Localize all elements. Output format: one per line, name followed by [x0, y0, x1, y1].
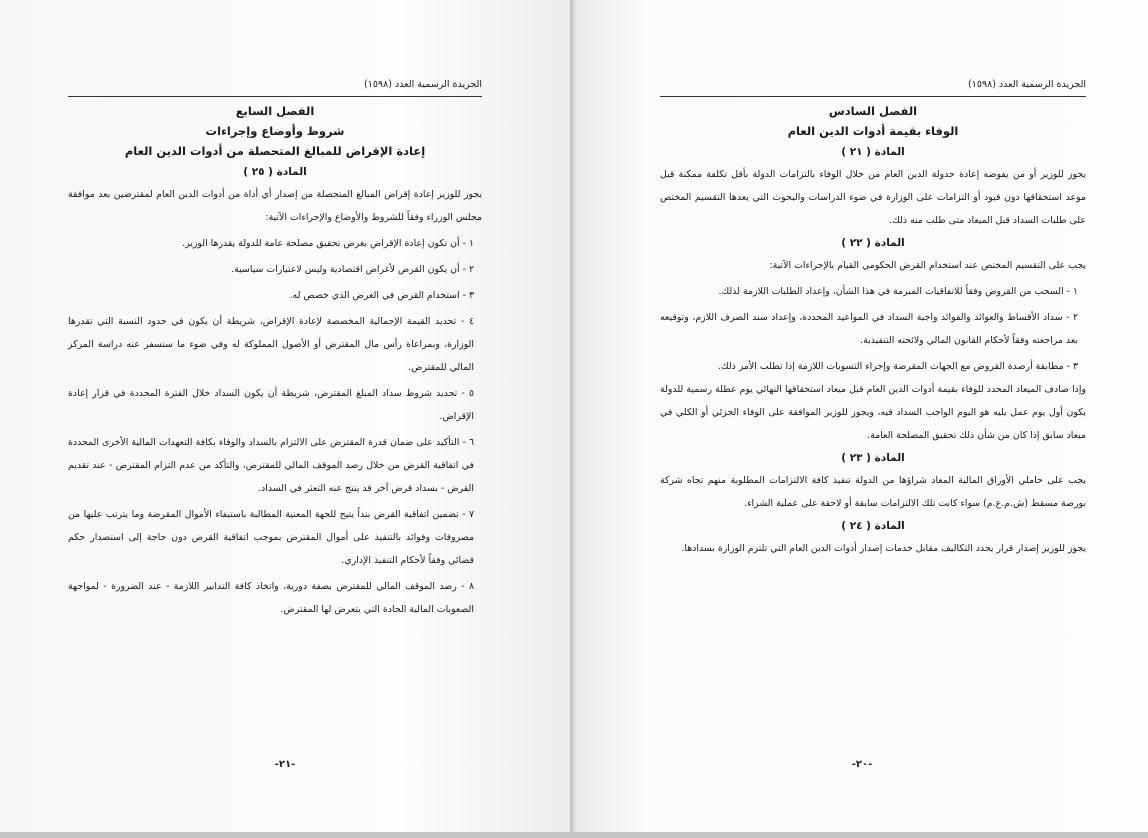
right-page-content	[660, 78, 1086, 560]
right-page	[576, 0, 1148, 832]
left-page-content	[68, 78, 482, 621]
article-24-heading: المادة ( ٢٤ )	[841, 520, 905, 532]
article-22-item-3: ٣ - مطابقة أرصدة القروض مع الجهات المقرضة وإجراء التسويات اللازمة إذا تطلب الأمر ذلك.	[717, 361, 1078, 372]
article-23-text: يجب على حاملي الأوراق المالية المعاد شراؤها من الدولة تنفيذ كافة الالتزامات المطلوبة منهم تجاه شركة بورصة مسقط (ش.م.ع.م) سواء كانت تلك الالتزامات سابقة أو لاحقة على عملية الشراء.	[660, 475, 1086, 509]
bottom-shadow	[0, 832, 1148, 838]
article-22-item-2: ٢ - سداد الأقساط والعوائد والفوائد واجبة السداد في المواعيد المحددة، وإعداد سند الصرف اللازم، وتوقيعه بعد مراجعته وفقاً لأحكام القانون المالي ولائحته التنفيذية.	[660, 312, 1078, 346]
article-25-heading: المادة ( ٢٥ )	[243, 166, 307, 178]
left-page	[0, 0, 570, 832]
article-22-item-1: ١ - السحب من القروض وفقاً للاتفاقيات المبرمة في هذا الشأن، وإعداد الطلبات اللازمة لذلك.	[718, 286, 1078, 297]
article-25-item-5: ٥ - تحديد شروط سداد المبلغ المقترض، شريطة أن يكون السداد خلال الفترة المحددة في قرار إعادة الإقراض.	[68, 388, 474, 422]
article-25-item-4: ٤ - تحديد القيمة الإجمالية المخصصة لإعادة الإقراض، شريطة أن يكون في حدود النسبة التي تقدرها الوزارة، وبمراعاة رأس مال المقترض أو الأصول المملوكة له وفي ضوء ما ستسفر عنه دراسة المركز المالي للمقترض.	[68, 316, 474, 373]
right-page-number: -٢٠-	[851, 759, 873, 770]
article-22-intro: يجب على التقسيم المختص عند استخدام القرض الحكومي القيام بالإجراءات الآتية:	[769, 260, 1086, 271]
chapter-seven-subtitle: شروط وأوضاع وإجراءات	[205, 124, 345, 138]
chapter-seven-title: الفصل السابع	[235, 104, 315, 118]
chapter-six-title: الفصل السادس	[828, 104, 918, 118]
left-page-header: الجريدة الرسمية العدد (١٥٩٨)	[68, 78, 482, 97]
article-25-item-1: ١ - أن تكون إعادة الإقراض بغرض تحقيق مصلحة عامة للدولة يقدرها الوزير.	[182, 238, 474, 249]
article-21-text: يجوز للوزير أو من يفوضه إعادة جدولة الدين العام من خلال الوفاء بالتزامات الدولة بأقل تكلفة ممكنة قبل موعد استحقاقها دون قيود أو التزامات على الوزارة في ضوء الدراسات والبحوث التي يعدها التقسيم المختص على طلبات السداد قبل الميعاد متى طلب منه ذلك.	[660, 169, 1086, 226]
article-21-heading: المادة ( ٢١ )	[841, 146, 905, 158]
chapter-six-subtitle: الوفاء بقيمة أدوات الدين العام	[787, 124, 959, 138]
article-25-item-8: ٨ - رصد الموقف المالي للمقترض بصفة دورية، واتخاذ كافة التدابير اللازمة - عند الضرورة - لمواجهة الصعوبات المالية الحادة التي يتعرض لها المقترض.	[68, 581, 474, 615]
chapter-seven-subtitle-2: إعادة الإقراض للمبالغ المتحصلة من أدوات الدين العام	[124, 144, 426, 158]
article-25-intro: يجوز للوزير إعادة إقراض المبالغ المتحصلة من إصدار أي أداة من أدوات الدين العام لمقترضين بعد موافقة مجلس الوزراء وفقاً للشروط والأوضاع والإجراءات الآتية:	[68, 189, 482, 223]
article-22-closing: وإذا صادف الميعاد المحدد للوفاء بقيمة أدوات الدين العام قبل ميعاد استحقاقها النهائي يوم عطلة رسمية للدولة يكون أول يوم عمل يليه هو اليوم الواجب السداد فيه، ويجوز للوزير الموافقة على الوفاء الجزئي أو الكلي في ميعاد سابق إذا كان من شأن ذلك تحقيق المصلحة العامة.	[660, 384, 1086, 441]
article-22-heading: المادة ( ٢٢ )	[841, 237, 905, 249]
article-24-text: يجوز للوزير إصدار قرار يحدد التكاليف مقابل خدمات إصدار أدوات الدين العام التي تلتزم الوزارة بسدادها.	[681, 543, 1086, 554]
article-25-item-6: ٦ - التأكيد على ضمان قدرة المقترض على الالتزام بالسداد والوفاء بكافة التعهدات المالية الأخرى المحددة في اتفاقية القرض من خلال رصد الموقف المالي للمقترض، والتأكد من عدم التزام المقترض - عند تقديم القرض - بسداد قرض آخر قد ينتج عنه التعثر في السداد.	[68, 437, 474, 494]
article-25-item-3: ٣ - استخدام القرض في الغرض الذي خصص له.	[289, 290, 474, 301]
article-25-item-2: ٢ - أن يكون القرض لأغراض اقتصادية وليس لاعتبارات سياسية.	[231, 264, 474, 275]
right-page-header: الجريدة الرسمية العدد (١٥٩٨)	[660, 78, 1086, 97]
article-23-heading: المادة ( ٢٣ )	[841, 452, 905, 464]
article-25-item-7: ٧ - تضمين اتفاقية القرض بنداً يتيح للجهة المعنية المطالبة باستيفاء الأموال المقرضة وما يترتب عليها من مصروفات وفوائد بالتنفيذ على أموال المقترض بموجب اتفاقية القرض دون حاجة إلى استصدار حكم قضائي وفقاً لأحكام التنفيذ الإداري.	[68, 509, 474, 566]
left-page-number: -٢١-	[274, 759, 296, 770]
